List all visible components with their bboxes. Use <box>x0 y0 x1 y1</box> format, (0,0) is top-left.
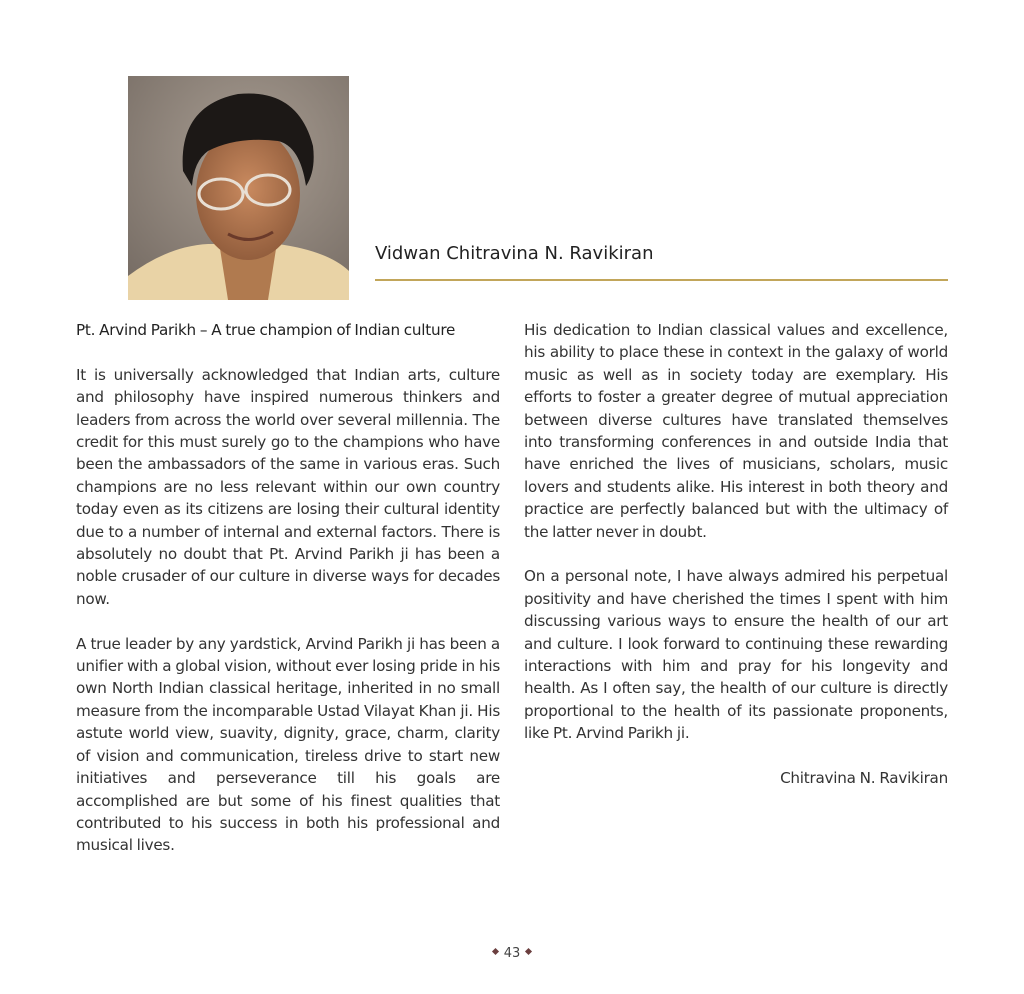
paragraph: On a personal note, I have always admired his perpetual positivity and have cherished the times I spent with him discussing various ways to ensure the health of our art and culture. I look forward to continuing these rewarding interactions with him and pray for his longevity and health. As I often say, the health of our culture is directly proportional to the health of its passionate proponents, like Pt. Arvind Parikh ji. <box>524 567 948 743</box>
page-footer <box>0 946 1024 961</box>
paragraph: It is universally acknowledged that Indian arts, culture and philosophy have inspired numerous thinkers and leaders from across the world over several millennia. The credit for this must surely go to the champions who have been the ambassadors of the same in various eras. Such champions are no less relevant within our own country today even as its citizens are losing their cultural identity due to a number of internal and external factors. There is absolutely no doubt that Pt. Arvind Parikh ji has been a noble crusader of our culture in diverse ways for decades now. <box>76 365 500 608</box>
paragraph: His dedication to Indian classical values and excellence, his ability to place these in context in the galaxy of world music as well as in society today are exemplary. His efforts to foster a greater degree of mutual appreciation between diverse cultures have translated themselves into transforming conferences in and outside India that have enriched the lives of musicians, scholars, music lovers and students alike. His interest in both theory and practice are perfectly balanced but with the ultimacy of the latter never in doubt. <box>524 321 948 541</box>
portrait-illustration <box>128 76 349 300</box>
paragraph: A true leader by any yardstick, Arvind Parikh ji has been a unifier with a global vision, without ever losing pride in his own North Indian classical heritage, inherited in no small measure from the incomparable Ustad Vilayat Khan ji. His astute world view, suavity, dignity, grace, charm, clarity of vision and communication, tireless drive to start new initiatives and perseverance till his goals are accomplished are but some of his finest qualities that contributed to his success in both his professional and musical lives. <box>76 634 500 855</box>
page-number: 43 <box>503 946 521 961</box>
right-column <box>524 319 948 790</box>
gold-divider <box>375 279 948 281</box>
diamond-left-icon <box>492 948 499 955</box>
left-column <box>76 319 500 857</box>
portrait-photo <box>128 76 349 300</box>
signature: Chitravina N. Ravikiran <box>780 769 948 788</box>
profile-name: Vidwan Chitravina N. Ravikiran <box>375 243 654 264</box>
article-heading: Pt. Arvind Parikh – A true champion of Indian culture <box>76 321 456 339</box>
diamond-right-icon <box>525 948 532 955</box>
